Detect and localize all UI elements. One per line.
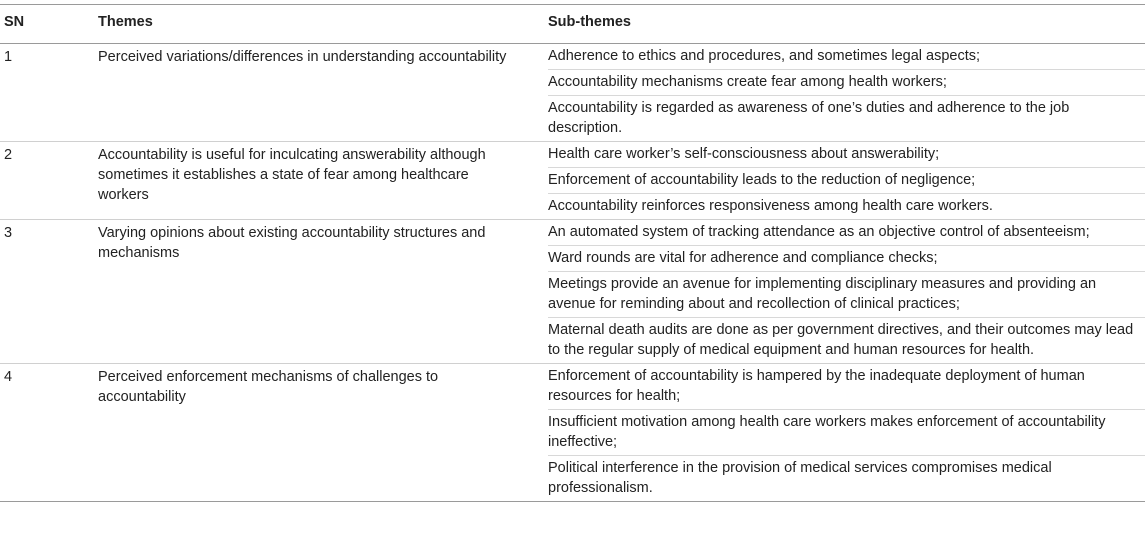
table-row [0,364,1145,502]
sub-theme-item: An automated system of tracking attendance as an objective control of absenteeism; [548,220,1145,246]
table-row [0,142,1145,220]
row-sn: 3 [0,220,98,364]
row-theme: Perceived variations/differences in understanding accountability [98,44,548,142]
header-themes: Themes [98,5,548,44]
sub-theme-list [548,364,1145,501]
row-sub-themes [548,44,1145,142]
row-sn: 1 [0,44,98,142]
sub-theme-item: Accountability is regarded as awareness of one’s duties and adherence to the job description. [548,100,1070,136]
row-sub-themes [548,220,1145,364]
sub-theme-item: Accountability reinforces responsiveness among health care workers. [548,198,993,214]
sub-theme-item: Accountability mechanisms create fear among health workers; [548,70,1145,96]
row-sub-themes [548,364,1145,502]
table-row [0,44,1145,142]
header-sub-themes: Sub-themes [548,5,1145,44]
sub-theme-item: Health care worker’s self-consciousness about answerability; [548,142,1145,168]
sub-theme-item: Enforcement of accountability is hampered by the inadequate deployment of human resources for health; [548,364,1145,410]
themes-table [0,4,1145,502]
table-body [0,44,1145,502]
header-sn: SN [0,5,98,44]
sub-theme-item: Insufficient motivation among health care workers makes enforcement of accountability ineffective; [548,410,1145,456]
sub-theme-list [548,142,1145,219]
header-row [0,5,1145,44]
table-row [0,220,1145,364]
row-sub-themes [548,142,1145,220]
row-theme: Accountability is useful for inculcating answerability although sometimes it establishes a state of fear among healthcare workers [98,142,548,220]
row-theme: Varying opinions about existing accountability structures and mechanisms [98,220,548,364]
sub-theme-item: Meetings provide an avenue for implementing disciplinary measures and providing an avenue for reminding about and recollection of clinical practices; [548,272,1145,318]
sub-theme-item: Adherence to ethics and procedures, and sometimes legal aspects; [548,44,1145,70]
row-theme: Perceived enforcement mechanisms of challenges to accountability [98,364,548,502]
sub-theme-item: Political interference in the provision of medical services compromises medical professionalism. [548,460,1052,496]
sub-theme-list [548,44,1145,141]
row-sn: 2 [0,142,98,220]
row-sn: 4 [0,364,98,502]
sub-theme-item: Maternal death audits are done as per government directives, and their outcomes may lead to the regular supply of medical equipment and human resources for health. [548,322,1134,358]
themes-table-container [0,4,1145,502]
table-header [0,5,1145,44]
sub-theme-list [548,220,1145,363]
sub-theme-item: Ward rounds are vital for adherence and compliance checks; [548,246,1145,272]
sub-theme-item: Enforcement of accountability leads to the reduction of negligence; [548,168,1145,194]
